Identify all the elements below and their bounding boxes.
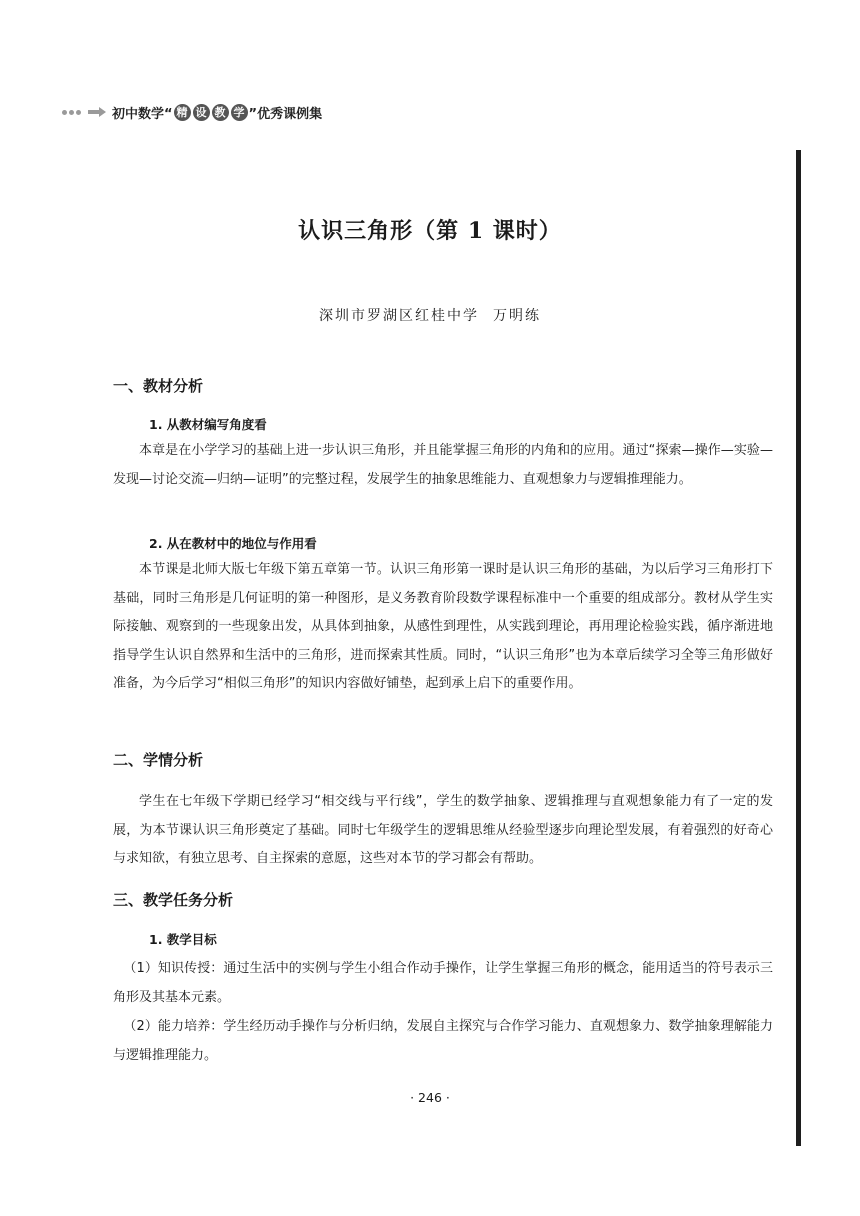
paragraph-1-2: 本节课是北师大版七年级下第五章第一节。认识三角形第一课时是认识三角形的基础，为以后学习三角形打下基础，同时三角形是几何证明的第一种图形，是义务教育阶段数学课程标准中一个重要的组成部分。教材从学生实际接触、观察到的一些现象出发，从具体到抽象，从感性到理性，从实践到理论，再用理论检验实践，循序渐进地指导学生认识自然界和生活中的三角形，进而探索其性质。同时，“认识三角形”也为本章后续学习全等三角形做好准备，为今后学习“相似三角形”的知识内容做好铺垫，起到承上启下的重要作用。 xyxy=(113,562,773,691)
author-line xyxy=(0,305,860,325)
header-badge-4: 学 xyxy=(231,104,248,121)
page-edge-shadow xyxy=(796,150,801,1146)
lesson-title: 认识三角形（第 1 课时） xyxy=(298,218,562,244)
arrow-right-icon xyxy=(88,107,106,117)
running-header xyxy=(62,102,322,122)
section-heading-2: 二、学情分析 xyxy=(113,751,204,769)
header-dots-icon xyxy=(62,110,83,115)
subheading-1-2: 2. 从在教材中的地位与作用看 xyxy=(149,536,317,551)
subheading-1-1: 1. 从教材编写角度看 xyxy=(149,417,267,432)
page-number: · 246 · xyxy=(410,1090,450,1105)
paragraph-3-1: （1）知识传授：通过生活中的实例与学生小组合作动手操作，让学生掌握三角形的概念，能用适当的符号表示三角形及其基本元素。 xyxy=(113,961,773,1005)
section-heading-1: 一、教材分析 xyxy=(113,377,204,395)
header-badge-3: 教 xyxy=(212,104,229,121)
author-name: 万明练 xyxy=(493,308,541,324)
paragraph-2-1: 学生在七年级下学期已经学习“相交线与平行线”，学生的数学抽象、逻辑推理与直观想象能力有了一定的发展，为本节课认识三角形奠定了基础。同时七年级学生的逻辑思维从经验型逐步向理论型发展，有着强烈的好奇心与求知欲，有独立思考、自主探索的意愿，这些对本节的学习都会有帮助。 xyxy=(113,794,773,866)
paragraph-3-2: （2）能力培养：学生经历动手操作与分析归纳，发展自主探究与合作学习能力、直观想象力、数学抽象理解能力与逻辑推理能力。 xyxy=(113,1019,773,1063)
header-suffix: ”优秀课例集 xyxy=(248,106,323,122)
author-school: 深圳市罗湖区红桂中学 xyxy=(319,308,479,324)
paragraph-1-1: 本章是在小学学习的基础上进一步认识三角形，并且能掌握三角形的内角和的应用。通过“探索—操作—实验—发现—讨论交流—归纳—证明”的完整过程，发展学生的抽象思维能力、直观想象力与逻辑推理能力。 xyxy=(113,443,773,487)
section-heading-3: 三、教学任务分析 xyxy=(113,891,234,909)
header-badge-2: 设 xyxy=(193,104,210,121)
header-badge-1: 精 xyxy=(174,104,191,121)
header-prefix: 初中数学“ xyxy=(112,106,173,122)
subheading-3-1: 1. 教学目标 xyxy=(149,932,217,947)
